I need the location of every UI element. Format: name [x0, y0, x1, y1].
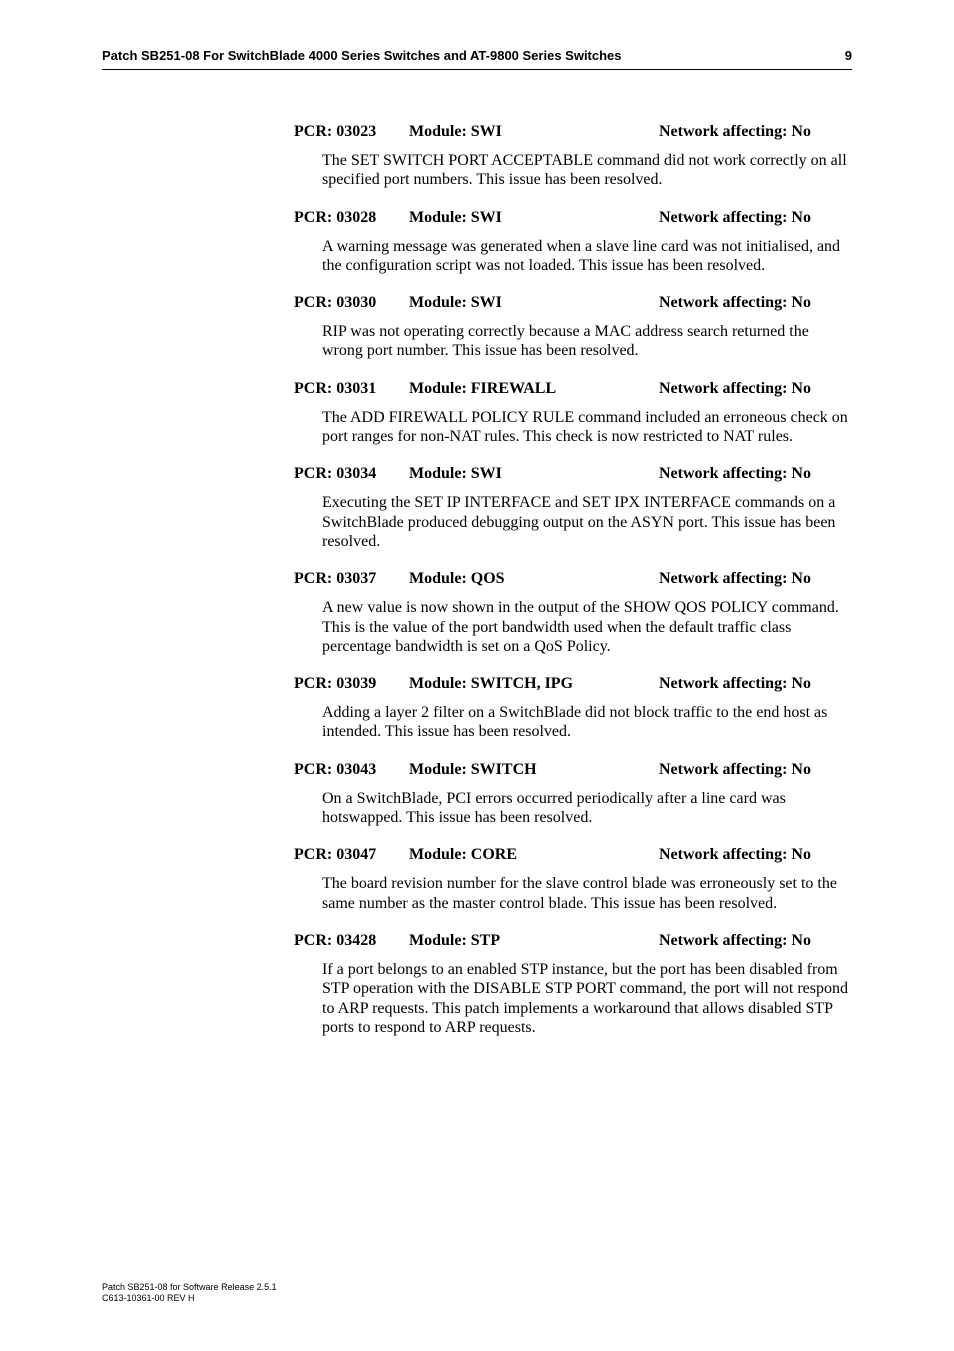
- pcr-number: PCR: 03043: [294, 760, 377, 778]
- pcr-module: Module: CORE: [409, 846, 517, 864]
- pcr-entry: [294, 379, 854, 447]
- pcr-entry: [294, 122, 854, 190]
- pcr-number: PCR: 03031: [294, 379, 377, 397]
- pcr-number: PCR: 03037: [294, 570, 377, 588]
- pcr-network-affecting: Network affecting: No: [659, 379, 811, 397]
- pcr-network-affecting: Network affecting: No: [659, 675, 811, 693]
- pcr-entry: [294, 208, 854, 276]
- footer-document-code: C613-10361-00 REV H: [102, 1293, 195, 1303]
- pcr-entry: [294, 293, 854, 361]
- pcr-entry: [294, 569, 854, 656]
- pcr-module: Module: SWITCH, IPG: [409, 675, 574, 693]
- pcr-entry-heading: [294, 760, 854, 780]
- pcr-network-affecting: Network affecting: No: [659, 760, 811, 778]
- pcr-entry: [294, 845, 854, 913]
- page-header: [102, 48, 852, 70]
- pcr-entry-heading: [294, 293, 854, 313]
- pcr-module: Module: SWI: [409, 208, 502, 226]
- pcr-description: The SET SWITCH PORT ACCEPTABLE command did not work correctly on all specified port numbers. This issue has been resolved.: [322, 152, 847, 189]
- pcr-number: PCR: 03030: [294, 294, 377, 312]
- pcr-module: Module: SWITCH: [409, 760, 537, 778]
- pcr-number: PCR: 03023: [294, 123, 377, 140]
- pcr-description: On a SwitchBlade, PCI errors occurred periodically after a line card was hotswapped. This issue has been resolved.: [322, 789, 786, 827]
- pcr-entry: [294, 760, 854, 828]
- pcr-network-affecting: Network affecting: No: [659, 208, 811, 226]
- pcr-module: Module: STP: [409, 931, 501, 949]
- pcr-network-affecting: Network affecting: No: [659, 570, 811, 588]
- header-title: Patch SB251-08 For SwitchBlade 4000 Series Switches and AT-9800 Series Switches: [102, 48, 622, 63]
- pcr-module: Module: SWI: [409, 294, 502, 312]
- pcr-number: PCR: 03428: [294, 931, 377, 949]
- pcr-number: PCR: 03047: [294, 846, 377, 864]
- pcr-entry-heading: [294, 931, 854, 951]
- footer-release: Patch SB251-08 for Software Release 2.5.1: [102, 1282, 277, 1292]
- pcr-module: Module: SWI: [409, 123, 502, 140]
- pcr-description: A warning message was generated when a slave line card was not initialised, and the configuration script was not loaded. This issue has been resolved.: [322, 237, 841, 274]
- pcr-number: PCR: 03028: [294, 208, 377, 226]
- pcr-module: Module: SWI: [409, 465, 502, 483]
- pcr-number: PCR: 03039: [294, 675, 377, 693]
- pcr-number: PCR: 03034: [294, 465, 377, 483]
- pcr-entry-heading: [294, 674, 854, 694]
- page-number: 9: [844, 48, 852, 63]
- page-footer: [102, 1282, 277, 1304]
- pcr-entry-heading: [294, 845, 854, 865]
- pcr-entry-heading: [294, 208, 854, 228]
- pcr-network-affecting: Network affecting: No: [659, 465, 811, 483]
- pcr-network-affecting: Network affecting: No: [659, 123, 811, 140]
- pcr-entry-heading: [294, 122, 854, 142]
- pcr-description: RIP was not operating correctly because a MAC address search returned the wrong port number. This issue has been resolved.: [322, 323, 809, 360]
- pcr-module: Module: QOS: [409, 570, 505, 588]
- pcr-description: If a port belongs to an enabled STP instance, but the port has been disabled from STP operation with the DISABLE STP PORT command, the port will not respond to ARP requests. This patch implements a workaround that allows disabled STP ports to respond to ARP requests.: [322, 960, 848, 1036]
- pcr-entry-heading: [294, 464, 854, 484]
- pcr-network-affecting: Network affecting: No: [659, 846, 811, 864]
- pcr-entry-heading: [294, 379, 854, 399]
- pcr-network-affecting: Network affecting: No: [659, 931, 811, 949]
- pcr-entry: [294, 464, 854, 551]
- pcr-network-affecting: Network affecting: No: [659, 294, 811, 312]
- pcr-description: Executing the SET IP INTERFACE and SET IPX INTERFACE commands on a SwitchBlade produced debugging output on the ASYN port. This issue has been resolved.: [322, 494, 836, 550]
- pcr-entry: [294, 931, 854, 1037]
- pcr-list: [294, 122, 854, 1055]
- pcr-entry: [294, 674, 854, 742]
- pcr-entry-heading: [294, 569, 854, 589]
- pcr-description: Adding a layer 2 filter on a SwitchBlade did not block traffic to the end host as intended. This issue has been resolved.: [322, 704, 828, 741]
- pcr-module: Module: FIREWALL: [409, 379, 557, 397]
- pcr-description: The board revision number for the slave control blade was erroneously set to the same number as the master control blade. This issue has been resolved.: [322, 875, 837, 912]
- pcr-description: The ADD FIREWALL POLICY RULE command included an erroneous check on port ranges for non-NAT rules. This check is now restricted to NAT rules.: [322, 408, 848, 446]
- pcr-description: A new value is now shown in the output of the SHOW QOS POLICY command. This is the value of the port bandwidth used when the default traffic class percentage bandwidth is set on a QoS Policy.: [322, 599, 839, 655]
